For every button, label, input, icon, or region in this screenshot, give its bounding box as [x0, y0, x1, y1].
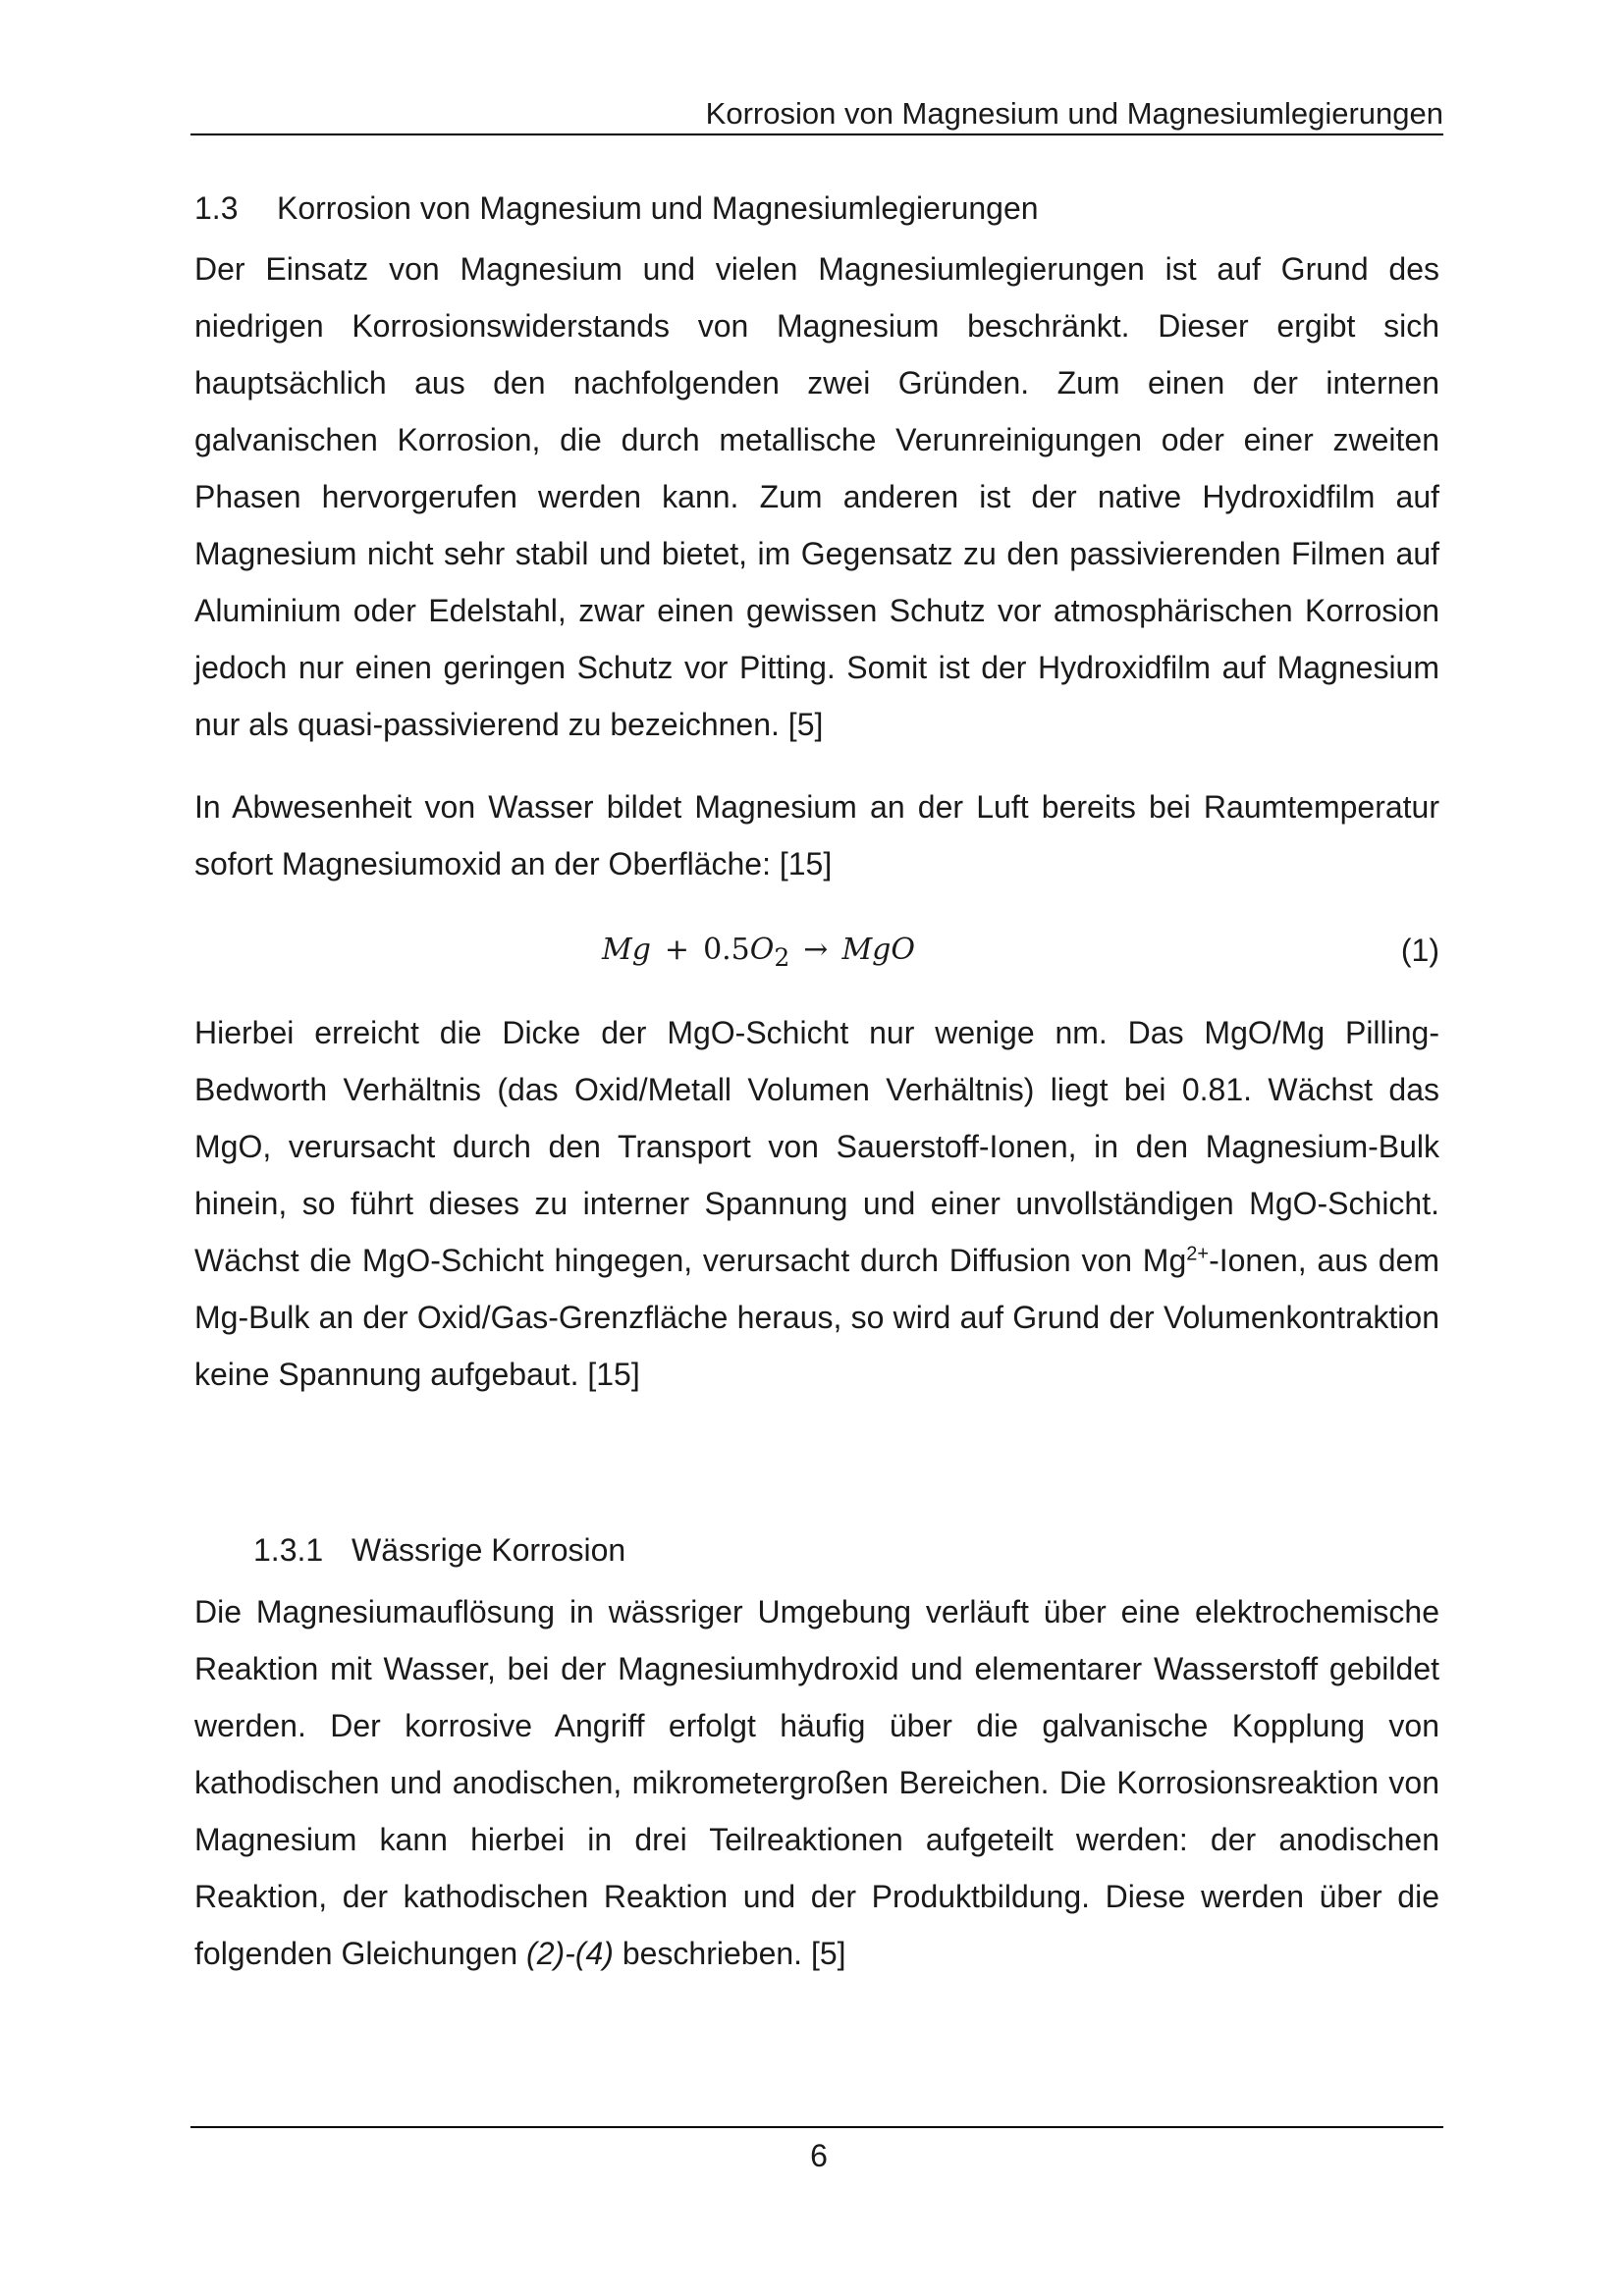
equation-reference: (2)-(4) [526, 1936, 614, 1971]
section-title: Korrosion von Magnesium und Magnesiumlegierungen [277, 190, 1039, 226]
equation-1 [194, 922, 1439, 979]
section-number: 1.3 [194, 190, 239, 226]
paragraph-mgo-layer: Hierbei erreicht die Dicke der MgO-Schicht nur wenige nm. Das MgO/Mg Pilling-Bedworth Verhältnis (das Oxid/Metall Volumen Verhältnis) liegt bei 0.81. Wächst das MgO, verursacht durch den Transport von Sauerstoff-Ionen, in den Magnesium-Bulk hinein, so führt dieses zu interner Spannung und einer unvollständigen MgO-Schicht. Wächst die MgO-Schicht hingegen, verursacht durch Diffusion von $Mg^{2+}$-Ionen, aus dem Mg-Bulk an der Oxid/Gas-Grenzfläche heraus, so wird auf Grund der Volumenkontraktion keine Spannung aufgebaut. [15] [194, 1015, 1440, 1392]
subsection-number: 1.3.1 [253, 1532, 324, 1568]
footer-rule [190, 2126, 1443, 2128]
paragraph-aqueous: Die Magnesiumauflösung in wässriger Umgebung verläuft über eine elektrochemische Reaktion mit Wasser, bei der Magnesiumhydroxid und elementarer Wasserstoff gebildet werden. Der korrosive Angriff erfolgt häufig über die galvanische Kopplung von kathodischen und anodischen, mikrometergroßen Bereichen. Die Korrosionsreaktion von Magnesium kann hierbei in drei Teilreaktionen aufgeteilt werden: der anodischen Reaktion, der kathodischen Reaktion und der Produktbildung. Diese werden über die folgenden Gleichungen (2)-(4) beschrieben. [5] [194, 1594, 1439, 1971]
subsection-heading [253, 1530, 1439, 1570]
subsection-title: Wässrige Korrosion [352, 1532, 626, 1568]
running-title: Korrosion von Magnesium und Magnesiumlegierungen [705, 96, 1443, 131]
paragraph-oxide: In Abwesenheit von Wasser bildet Magnesium an der Luft bereits bei Raumtemperatur sofort Magnesiumoxid an der Oberfläche: [15] [194, 789, 1439, 881]
section-heading [194, 188, 1439, 228]
page-body [194, 188, 1439, 1982]
paragraph-intro: Der Einsatz von Magnesium und vielen Magnesiumlegierungen ist auf Grund des niedrigen Korrosionswiderstands von Magnesium beschränkt. Dieser ergibt sich hauptsächlich aus den nachfolgenden zwei Gründen. Zum einen der internen galvanischen Korrosion, die durch metallische Verunreinigungen oder einer zweiten Phasen hervorgerufen werden kann. Zum anderen ist der native Hydroxidfilm auf Magnesium nicht sehr stabil und bietet, im Gegensatz zu den passivierenden Filmen auf Aluminium oder Edelstahl, zwar einen gewissen Schutz vor atmosphärischen Korrosion jedoch nur einen geringen Schutz vor Pitting. Somit ist der Hydroxidfilm auf Magnesium nur als quasi-passivierend zu bezeichnen. [5] [194, 251, 1439, 742]
equation-number: (1) [1400, 933, 1439, 968]
page-number: 6 [810, 2138, 828, 2173]
running-header [190, 94, 1443, 135]
equation-formula: $Mg + 0.5O_2$ → MgO [602, 933, 915, 972]
